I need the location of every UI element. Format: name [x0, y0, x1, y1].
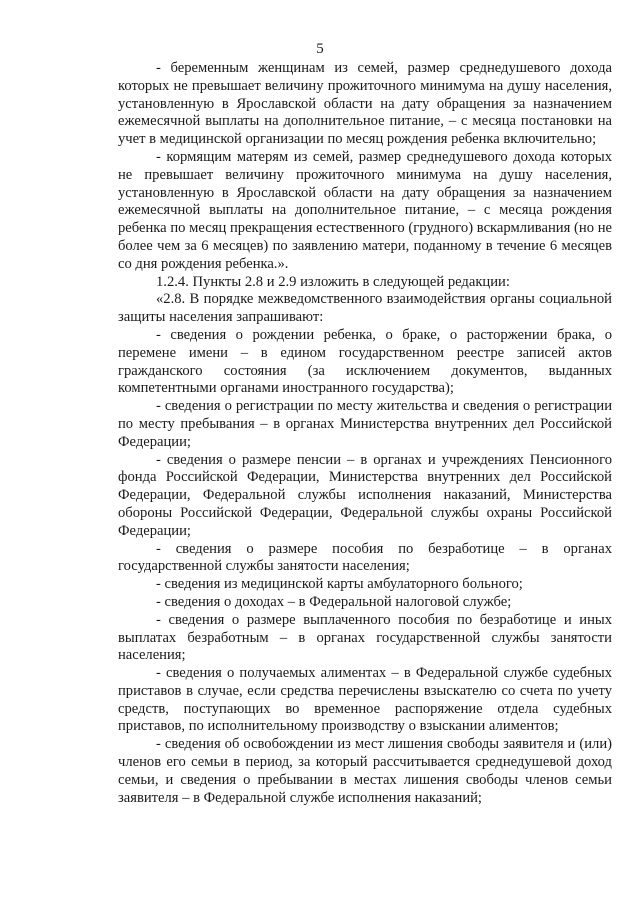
document-body — [118, 60, 612, 807]
paragraph-medical-card: - сведения из медицинской карты амбулаторного больного; — [156, 576, 523, 593]
page-number: 5 — [316, 41, 324, 57]
paragraph-birth-marriage-records: - сведения о рождении ребенка, о браке, о расторжении брака, о перемене имени – в едином государственном реестре записей актов гражданского состояния (за исключением документов, выданных компетентными органами иностранного государства); — [118, 326, 612, 397]
paragraph-unemployment-benefit: - сведения о размере пособия по безработице – в органах государственной службы занятости населения; — [118, 540, 612, 575]
paragraph-pension: - сведения о размере пенсии – в органах и учреждениях Пенсионного фонда Российской Федерации, Министерства внутренних дел Российской Федерации, Федеральной службы исполнения наказаний, Министерства обороны Российской Федерации, Федеральной службы охраны Российской Федерации; — [118, 451, 612, 539]
paragraph-clause-2-8: «2.8. В порядке межведомственного взаимодействия органы социальной защиты населения запрашивают: — [118, 291, 612, 326]
paragraph-pregnant-women: - беременным женщинам из семей, размер среднедушевого дохода которых не превышает величину прожиточного минимума на душу населения, установленную в Ярославской области на дату обращения за назначением ежемесячной выплаты на дополнительное питание, – с месяца постановки на учет в медицинской организации по месяц рождения ребенка включительно; — [118, 60, 612, 148]
paragraph-clause-1-2-4: 1.2.4. Пункты 2.8 и 2.9 изложить в следующей редакции: — [156, 273, 510, 290]
paragraph-nursing-mothers: - кормящим матерям из семей, размер среднедушевого дохода которых не превышает величину прожиточного минимума на душу населения, установленную в Ярославской области на дату обращения за назначением ежемесячной выплаты на дополнительное питание, – с месяца рождения ребенка по месяц прекращения естественного (грудного) вскармливания (но не более чем за 6 месяцев) по заявлению матери, поданному в течение 6 месяцев со дня рождения ребенка.». — [118, 148, 612, 272]
paragraph-alimony: - сведения о получаемых алиментах – в Федеральной службе судебных приставов в случае, если средства перечислены взыскателю со счета по учету средств, поступающих во временное распоряжение отдела судебных приставов, по исполнительному производству о взыскании алиментов; — [118, 665, 612, 735]
paragraph-registration: - сведения о регистрации по месту жительства и сведения о регистрации по месту пребывания – в органах Министерства внутренних дел Российской Федерации; — [118, 398, 612, 450]
paragraph-paid-benefits: - сведения о размере выплаченного пособия по безработице и иных выплатах безработным – в органах государственной службы занятости населения; — [118, 611, 612, 664]
paragraph-release-from-prison: - сведения об освобождении из мест лишения свободы заявителя и (или) членов его семьи в период, за который рассчитывается среднедушевой доход семьи, и сведения о пребывании в местах лишения свободы членов семьи заявителя – в Федеральной службе исполнения наказаний; — [118, 736, 612, 806]
paragraph-income-tax: - сведения о доходах – в Федеральной налоговой службе; — [156, 593, 512, 610]
